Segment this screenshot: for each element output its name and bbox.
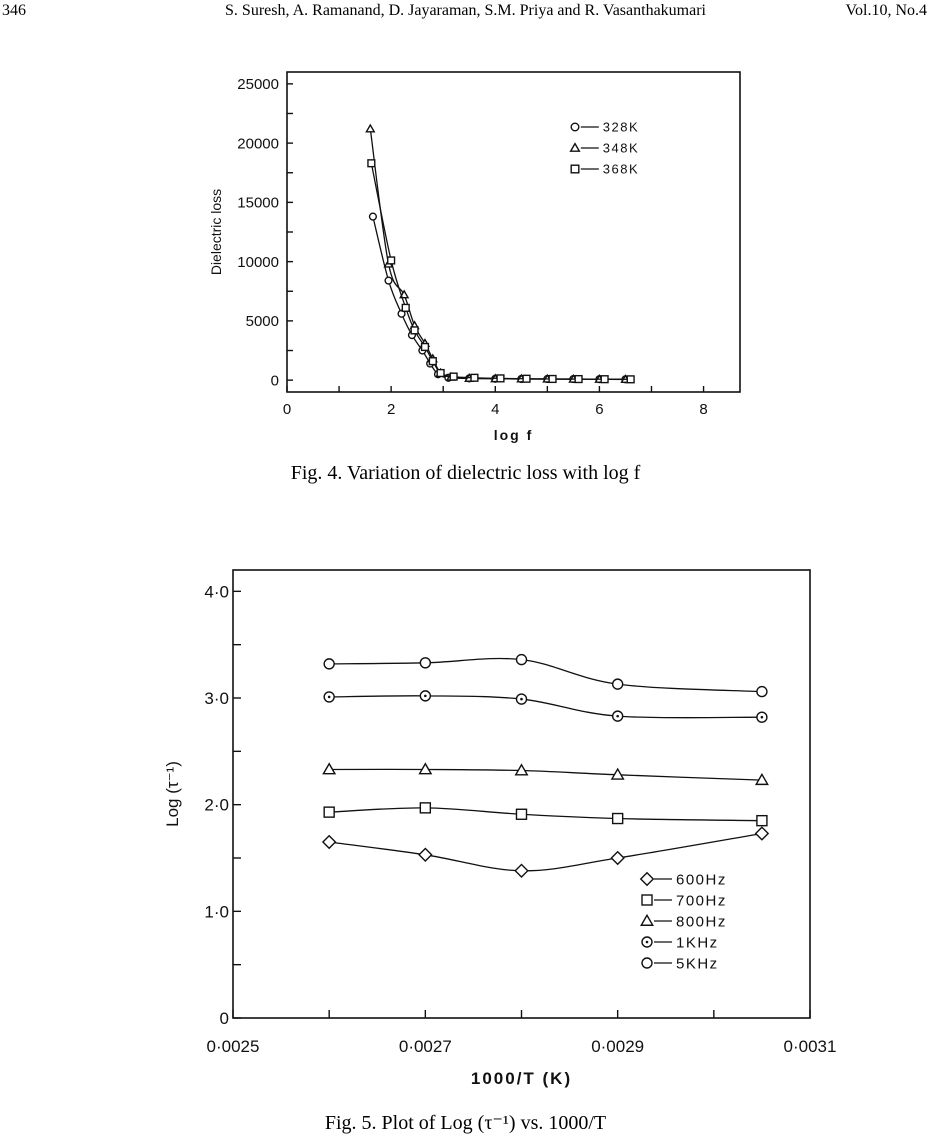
y-tick-label: 10000 [237, 253, 279, 271]
legend-label: 600Hz [676, 871, 727, 889]
data-point [324, 659, 334, 669]
x-tick-label: 0·0029 [591, 1037, 645, 1056]
data-point [613, 814, 623, 824]
series-line [329, 808, 762, 821]
data-point [757, 816, 767, 826]
data-point [613, 679, 623, 689]
legend-entry [571, 120, 639, 135]
page-number: 346 [2, 2, 26, 19]
legend-entry [642, 934, 719, 951]
series-1khz [324, 691, 767, 722]
data-point [517, 809, 527, 819]
data-point [437, 370, 444, 377]
plot-frame [287, 72, 740, 392]
data-point [419, 849, 432, 862]
y-tick-label: 4·0 [204, 582, 229, 602]
series-line [329, 696, 762, 718]
data-point [422, 344, 429, 351]
legend-label: 328K [602, 119, 640, 135]
data-point [575, 376, 582, 383]
data-point [601, 376, 608, 383]
legend-label: 1KHz [676, 934, 719, 952]
y-tick-label: 2·0 [204, 795, 229, 815]
x-tick-label: 0·0025 [206, 1037, 260, 1056]
x-tick-label: 2 [386, 401, 396, 418]
legend-entry [641, 871, 727, 888]
x-tick-label: 0·0027 [398, 1037, 452, 1056]
axes [208, 72, 740, 443]
series-800hz [323, 764, 767, 785]
y-tick-label: 5000 [245, 313, 279, 331]
data-point [497, 375, 504, 382]
series-line [329, 658, 762, 691]
data-point [420, 764, 432, 774]
data-point [368, 160, 375, 167]
legend [641, 871, 727, 972]
series-5khz [324, 655, 767, 697]
legend-marker [571, 123, 579, 131]
data-point [388, 257, 395, 264]
data-point [370, 213, 377, 220]
y-tick-label: 25000 [237, 76, 279, 94]
y-tick-label: 15000 [237, 194, 279, 212]
x-tick-label: 0·0031 [783, 1037, 837, 1056]
y-axis-label: Log (τ⁻¹) [163, 761, 182, 827]
volume-label: Vol.10, No.4 [845, 2, 927, 19]
data-point [411, 327, 418, 334]
y-tick-label: 1·0 [204, 902, 229, 922]
legend-marker [642, 958, 652, 968]
legend-label: 700Hz [676, 892, 727, 910]
legend-entry [641, 913, 727, 930]
data-point [450, 373, 457, 380]
legend-entry [642, 892, 727, 909]
figure-4-caption: Fig. 4. Variation of dielectric loss with log f [290, 462, 641, 484]
page-header [0, 0, 931, 28]
figure-5-caption: Fig. 5. Plot of Log (τ⁻¹) vs. 1000/T [324, 1112, 607, 1134]
log-tau-chart [0, 560, 931, 1105]
data-point [429, 358, 436, 365]
data-point [627, 376, 634, 383]
legend-entry [571, 162, 639, 177]
x-axis-label: log f [493, 427, 534, 443]
running-authors: S. Suresh, A. Ramanand, D. Jayaraman, S.M. Priya and R. Vasanthakumari [225, 2, 706, 19]
plot-frame [233, 570, 810, 1018]
series-line [329, 833, 762, 870]
x-tick-label: 6 [595, 401, 604, 418]
data-point [324, 807, 334, 817]
data-point [420, 803, 430, 813]
y-tick-label: 0 [270, 372, 279, 390]
data-point [420, 658, 430, 668]
legend-marker [642, 937, 652, 947]
data-point [515, 865, 528, 878]
legend-label: 5KHz [676, 955, 719, 973]
data-point [549, 376, 556, 383]
series-line [371, 163, 630, 379]
legend-marker [571, 144, 580, 152]
series-line [329, 769, 762, 780]
data-point [757, 687, 767, 697]
y-tick-label: 20000 [237, 135, 279, 153]
y-axis-label: Dielectric loss [208, 188, 224, 276]
data-point [385, 277, 392, 284]
series-600hz [323, 827, 768, 877]
x-axis-label: 1000/T (K) [470, 1069, 573, 1088]
legend-label: 368K [602, 161, 640, 177]
legend [571, 120, 640, 177]
legend-label: 800Hz [676, 913, 727, 931]
x-tick-label: 0 [282, 401, 292, 418]
data-point [757, 712, 767, 722]
series-line [373, 217, 626, 380]
series-368k [368, 160, 634, 383]
data-point [420, 691, 430, 701]
data-point [611, 852, 624, 865]
legend-label: 348K [602, 140, 640, 156]
data-point [323, 764, 335, 774]
dielectric-loss-chart [0, 55, 931, 450]
series-348k [366, 125, 629, 382]
data-point [366, 125, 374, 132]
data-point [517, 655, 527, 665]
series-line [370, 129, 625, 380]
legend-marker [641, 873, 654, 886]
data-point [324, 692, 334, 702]
data-point [517, 694, 527, 704]
y-tick-label: 0 [219, 1008, 229, 1028]
legend-marker [642, 895, 652, 905]
axes [163, 570, 836, 1088]
data-point [523, 375, 530, 382]
data-point [323, 836, 336, 849]
data-point [402, 304, 409, 311]
x-tick-label: 8 [699, 401, 708, 418]
legend-marker [571, 165, 579, 173]
data-point [613, 711, 623, 721]
data-point [471, 374, 478, 381]
legend-marker [641, 915, 653, 925]
series-700hz [324, 803, 767, 826]
x-tick-label: 4 [491, 401, 500, 418]
legend-entry [571, 141, 640, 156]
legend-entry [642, 955, 719, 972]
y-tick-label: 3·0 [204, 688, 229, 708]
data-point [756, 827, 769, 840]
